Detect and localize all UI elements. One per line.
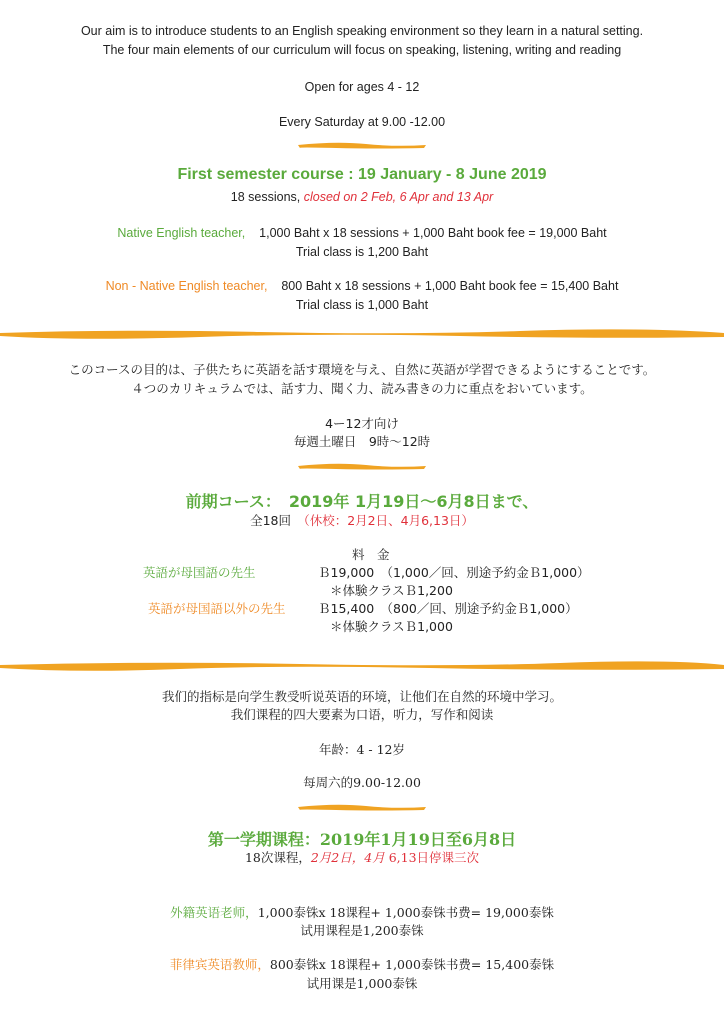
jp-schedule: 毎週土曜日 9時〜12時 (293, 434, 431, 449)
long-brush-divider (0, 659, 724, 673)
en-intro-line-2: The four main elements of our curriculum will focus on speaking, listening, writing and reading (102, 43, 622, 57)
jp-native-label: 英語が母国語の先生 (143, 565, 256, 580)
zh-sessions-line (0, 848, 724, 866)
en-intro-line-1: Our aim is to introduce students to an English speaking environment so they learn in a natural setting. (80, 24, 644, 38)
en-schedule: Every Saturday at 9.00 -12.00 (278, 115, 446, 129)
zh-intro-line-2: 我们课程的四大要素为口语，听力，写作和阅读 (230, 707, 494, 722)
en-native-fee: 1,000 Baht x 18 sessions + 1,000 Baht book fee = 19,000 Baht (259, 226, 607, 240)
jp-nonnative-trial: ＊体験クラスＢ1,000 (330, 619, 453, 634)
jp-intro-line-1: このコースの目的は、子供たちに英語を話す環境を与え、自然に英語が学習できるようにすることです。 (68, 362, 656, 377)
zh-nonnative-fee-line (0, 955, 724, 973)
en-nonnative-trial: Trial class is 1,000 Baht (295, 298, 429, 312)
jp-ages: 4ー12才向け (325, 416, 399, 431)
jp-sessions: 全18回 (250, 513, 304, 528)
zh-schedule: 每周六的9.00-12.00 (303, 775, 421, 790)
jp-native-fee: Ｂ19,000 （1,000／回、別途予約金Ｂ1,000） (318, 565, 590, 580)
en-native-fee-line (0, 226, 724, 240)
long-brush-divider (0, 327, 724, 341)
en-native-label: Native English teacher, (117, 226, 246, 240)
jp-sessions-line (0, 511, 724, 529)
zh-nonnative-fee: 800泰铢x 18课程+ 1,000泰铢书费= 15,400泰铢 (269, 957, 555, 972)
zh-course-title: 第一学期课程：2019年1月19日至6月8日 (207, 830, 517, 849)
short-brush-divider (296, 140, 428, 150)
zh-closed-dates: 2月2日，4月 (310, 850, 385, 865)
jp-fee-table (0, 545, 724, 635)
zh-closed-dates-suffix: 6,13日停课三次 (384, 850, 480, 865)
zh-nonnative-label: 菲律宾英语教师， (169, 957, 270, 972)
zh-intro-line-1: 我们的指标是向学生教受听说英语的环境，让他们在自然的环境中学习。 (161, 689, 562, 704)
zh-native-label: 外籍英语老师， (170, 905, 258, 920)
en-native-trial: Trial class is 1,200 Baht (295, 245, 429, 259)
en-nonnative-label: Non - Native English teacher, (105, 279, 268, 293)
zh-nonnative-trial: 试用课是1,000泰铢 (306, 976, 418, 991)
en-nonnative-fee: 800 Baht x 18 sessions + 1,000 Baht book fee = 15,400 Baht (281, 279, 619, 293)
en-course-title: First semester course : 19 January - 8 June 2019 (177, 166, 547, 183)
jp-native-trial: ＊体験クラスＢ1,200 (330, 583, 453, 598)
en-ages: Open for ages 4 - 12 (304, 80, 420, 94)
zh-native-fee: 1,000泰铢x 18课程+ 1,000泰铢书费= 19,000泰铢 (257, 905, 554, 920)
jp-fee-heading: 料 金 (352, 547, 390, 562)
en-closed-dates: closed on 2 Feb, 6 Apr and 13 Apr (303, 190, 494, 204)
jp-nonnative-fee: Ｂ15,400 （800／回、別途予約金Ｂ1,000） (318, 601, 578, 616)
jp-nonnative-label: 英語が母国語以外の先生 (148, 601, 286, 616)
en-nonnative-fee-line (0, 279, 724, 293)
zh-native-fee-line (0, 903, 724, 921)
short-brush-divider (296, 802, 428, 812)
jp-intro-line-2: ４つのカリキュラムでは、話す力、聞く力、読み書きの力に重点をおいています。 (131, 381, 593, 396)
zh-native-trial: 试用课程是1,200泰铢 (300, 923, 424, 938)
zh-sessions: 18次课程， (244, 850, 311, 865)
en-sessions: 18 sessions, (230, 190, 304, 204)
en-sessions-line (0, 190, 724, 204)
jp-course-title: 前期コース： 2019年 1月19日〜6月8日まで、 (185, 492, 539, 511)
jp-closed-dates: （休校：2月2日、4月6,13日） (303, 513, 474, 528)
zh-ages: 年龄：4 - 12岁 (318, 742, 406, 757)
short-brush-divider (296, 461, 428, 471)
